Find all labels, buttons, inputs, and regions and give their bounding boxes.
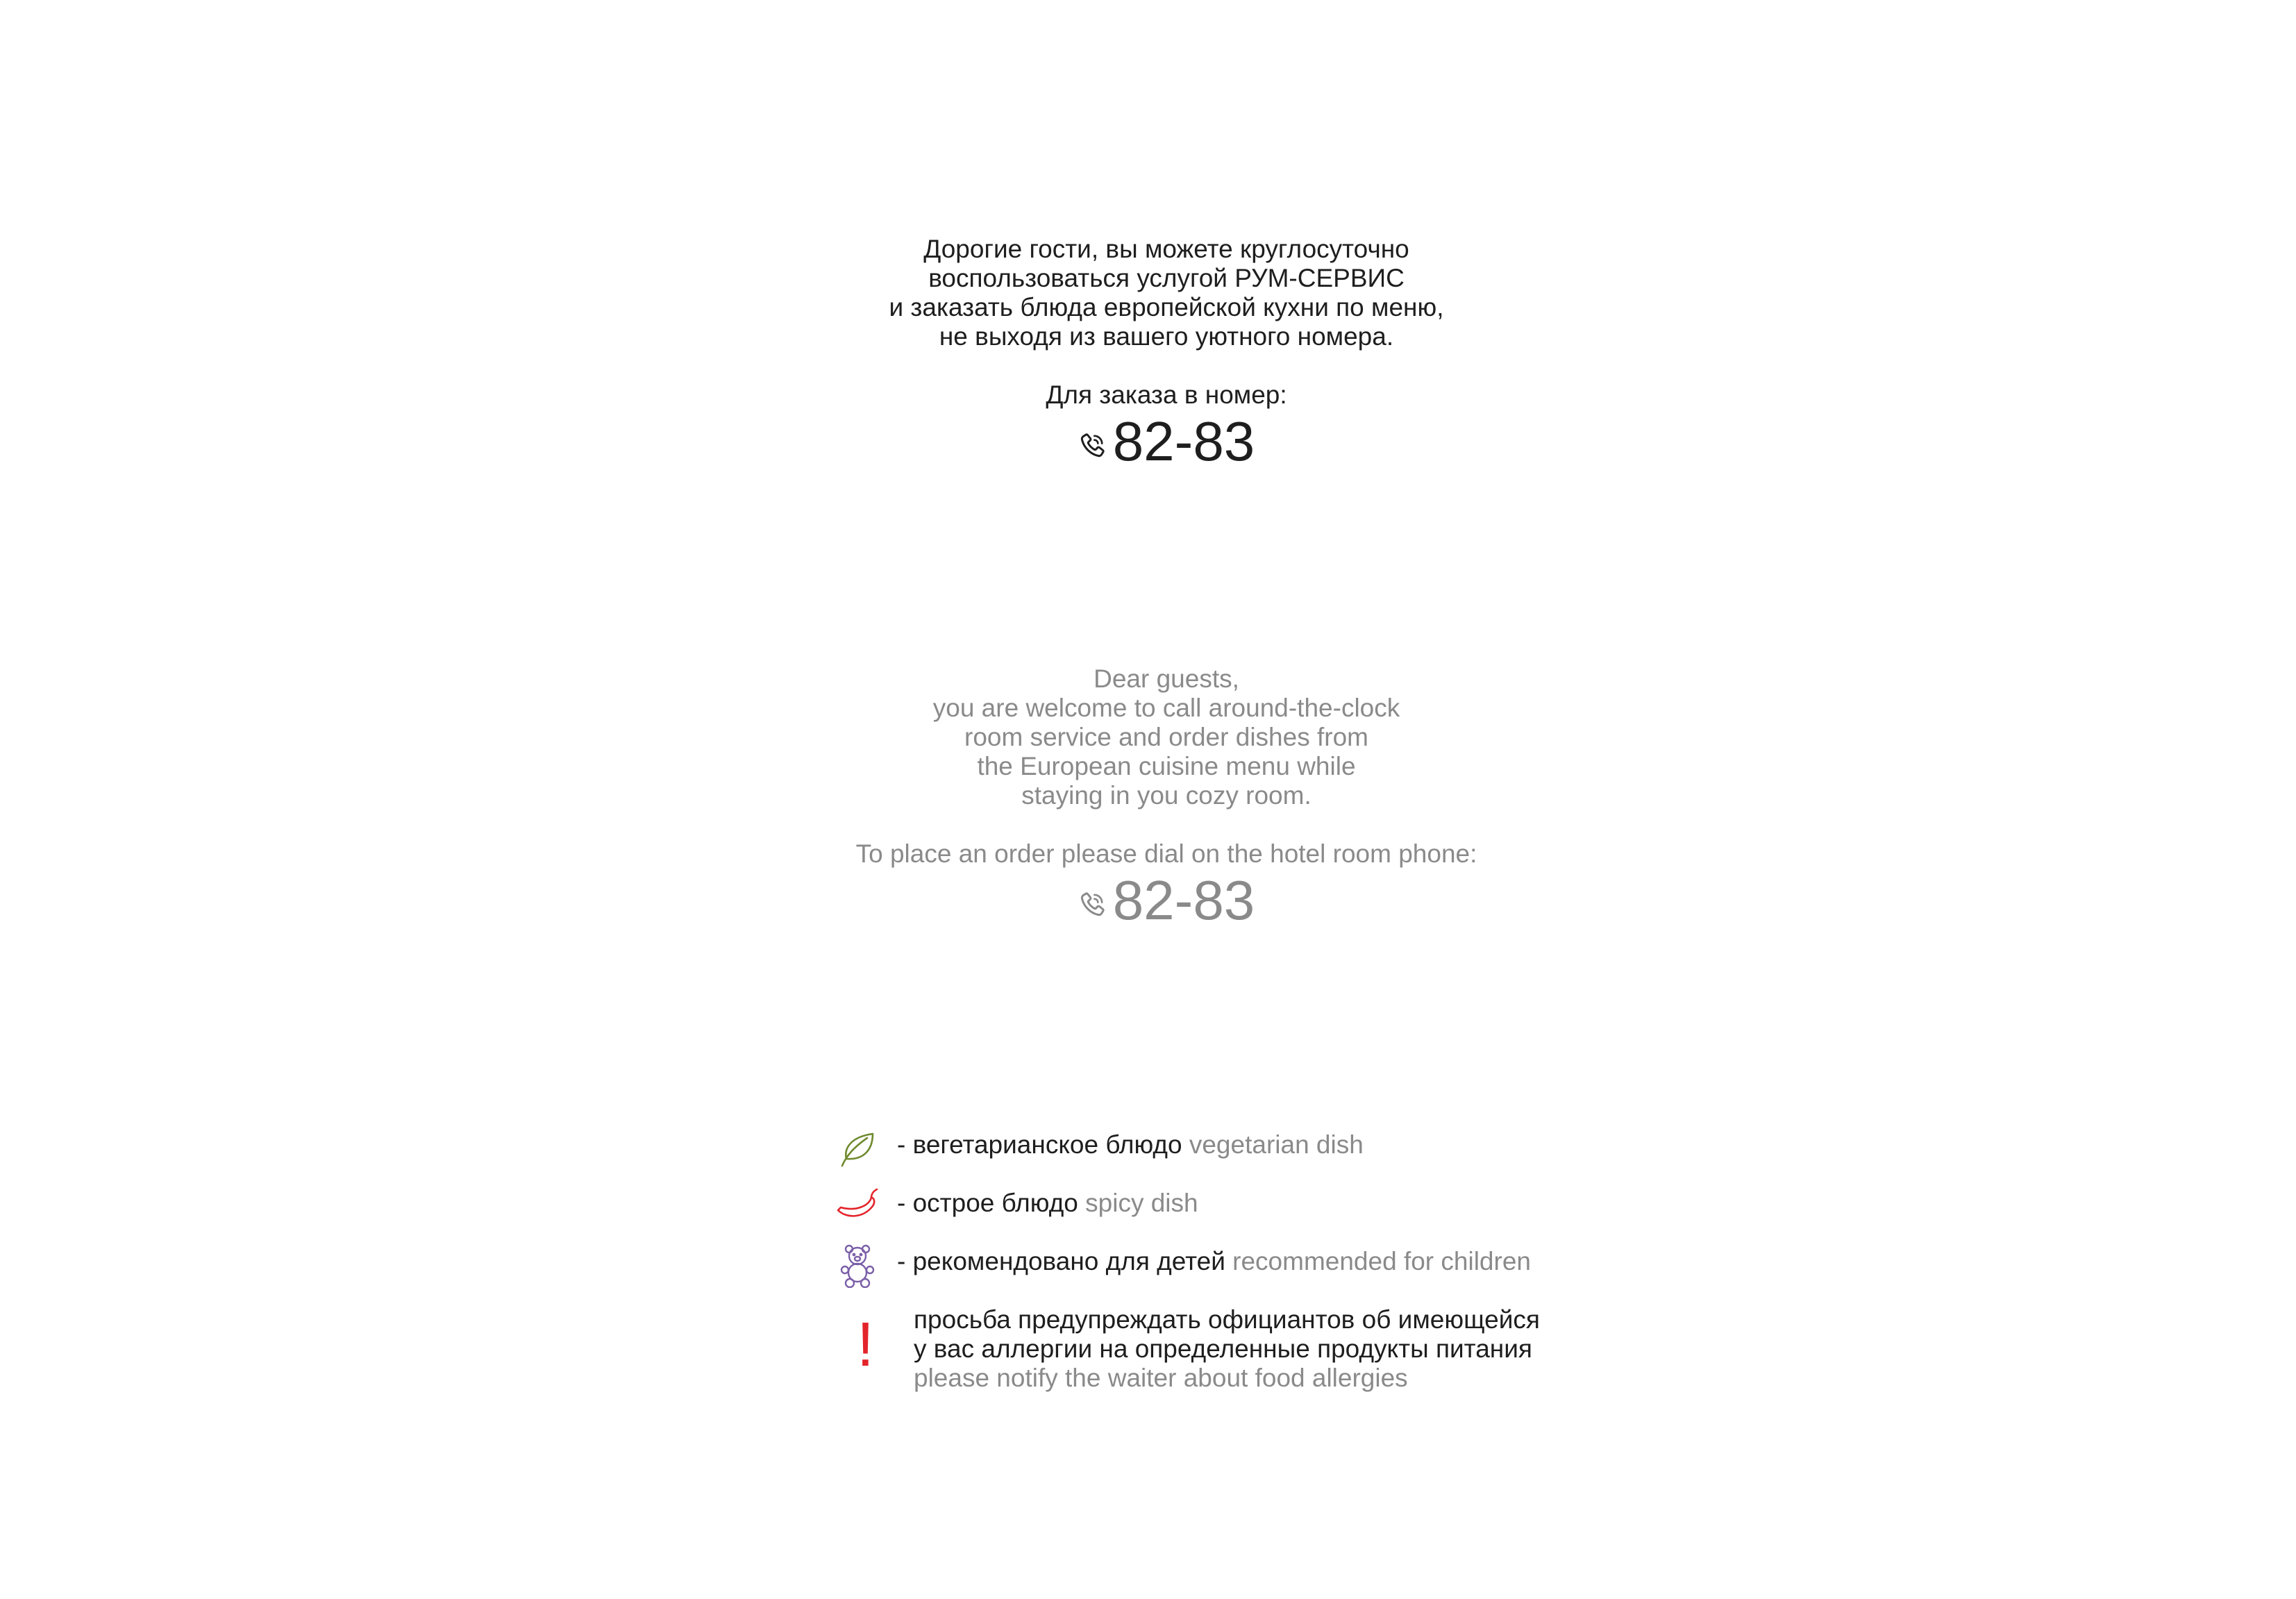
- legend-text: [897, 1189, 1198, 1218]
- legend-item-children: [833, 1241, 1666, 1300]
- legend-item-allergy: [833, 1300, 1666, 1397]
- ru-intro-line: не выходя из вашего уютного номера.: [939, 322, 1394, 351]
- chili-pepper-icon: [833, 1183, 882, 1232]
- ru-intro-section: [819, 235, 1514, 471]
- allergy-notice: [914, 1305, 1540, 1393]
- menu-legend: [833, 1125, 1666, 1397]
- phone-icon: [1078, 432, 1106, 460]
- en-intro-line: room service and order dishes from: [964, 723, 1368, 751]
- en-phone-number: [785, 871, 1548, 930]
- legend-en-text: vegetarian dish: [1189, 1130, 1364, 1159]
- phone-icon: [1078, 891, 1106, 919]
- ru-phone-number: [819, 412, 1514, 471]
- en-intro-line: you are welcome to call around-the-clock: [932, 694, 1400, 722]
- en-intro-line: Dear guests,: [1093, 664, 1239, 693]
- en-intro-line: staying in you cozy room.: [1021, 781, 1312, 810]
- legend-en-text: spicy dish: [1085, 1189, 1198, 1217]
- ru-order-label: Для заказа в номер:: [1046, 380, 1287, 409]
- legend-ru-text: - рекомендовано для детей: [897, 1247, 1225, 1275]
- allergy-ru-line: у вас аллергии на определенные продукты питания: [914, 1334, 1532, 1363]
- phone-number-text: 82-83: [1112, 410, 1255, 472]
- en-intro-section: [785, 664, 1548, 930]
- legend-ru-text: - вегетарианское блюдо: [897, 1130, 1182, 1159]
- en-order-label: To place an order please dial on the hotel room phone:: [855, 839, 1477, 868]
- ru-intro-line: воспользоваться услугой РУМ-СЕРВИС: [928, 264, 1405, 292]
- allergy-ru-line: просьба предупреждать официантов об имеющейся: [914, 1305, 1540, 1334]
- legend-text: [897, 1247, 1531, 1276]
- leaf-icon: [833, 1125, 882, 1173]
- exclamation-icon: !: [857, 1310, 875, 1380]
- legend-text: [897, 1130, 1364, 1160]
- legend-ru-text: - острое блюдо: [897, 1189, 1078, 1217]
- legend-en-text: recommended for children: [1232, 1247, 1531, 1275]
- ru-intro-line: и заказать блюда европейской кухни по меню,: [889, 293, 1444, 321]
- legend-item-vegetarian: [833, 1125, 1666, 1183]
- phone-number-text: 82-83: [1112, 869, 1255, 931]
- en-intro-line: the European cuisine menu while: [977, 752, 1356, 780]
- legend-item-spicy: [833, 1183, 1666, 1241]
- allergy-en-line: please notify the waiter about food allergies: [914, 1364, 1408, 1392]
- teddy-bear-icon: [833, 1241, 882, 1290]
- ru-intro-line: Дорогие гости, вы можете круглосуточно: [923, 235, 1409, 263]
